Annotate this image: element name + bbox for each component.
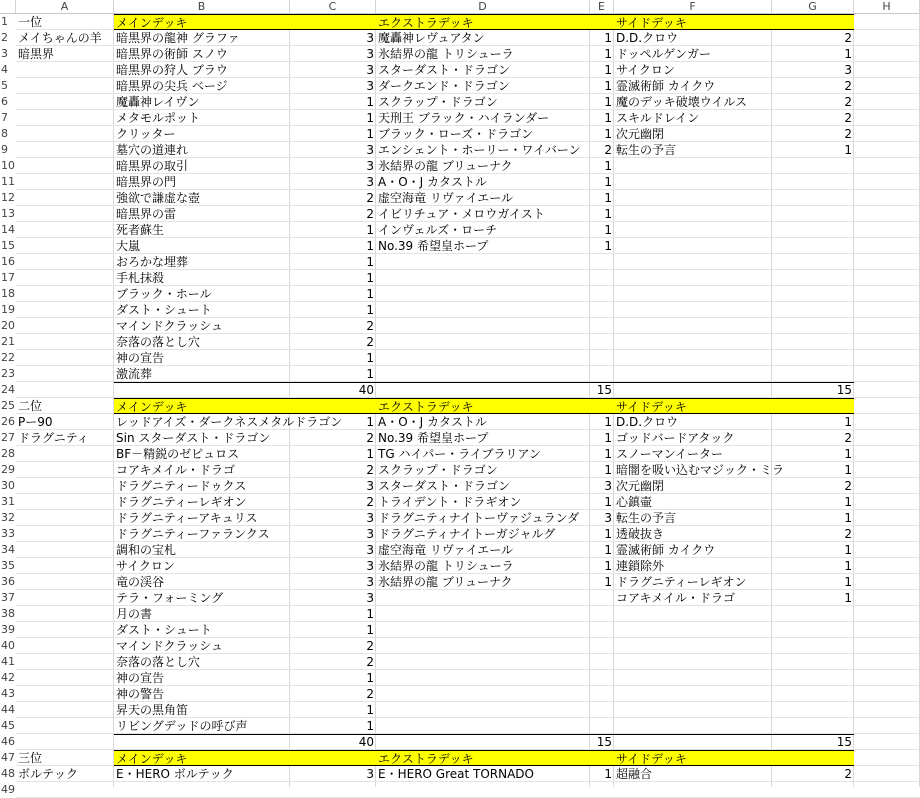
card-name-cell[interactable]: インヴェルズ・ローチ xyxy=(378,223,498,237)
card-count-cell[interactable]: 1 xyxy=(604,447,612,461)
card-count-cell[interactable]: 3 xyxy=(366,31,374,45)
card-name-cell[interactable]: サイクロン xyxy=(116,559,175,573)
card-count-cell[interactable]: 1 xyxy=(366,255,374,269)
column-header-b[interactable]: B xyxy=(114,0,290,14)
rank-label-cell[interactable]: Pー90 xyxy=(18,415,53,429)
card-count-cell[interactable]: 3 xyxy=(366,527,374,541)
card-name-cell[interactable]: ダークエンド・ドラゴン xyxy=(378,79,510,93)
card-count-cell[interactable]: 1 xyxy=(366,303,374,317)
row-header-45[interactable]: 45 xyxy=(1,719,15,732)
card-count-cell[interactable]: 1 xyxy=(604,527,612,541)
card-name-cell[interactable]: スノーマンイーター xyxy=(616,447,724,461)
card-name-cell[interactable]: スターダスト・ドラゴン xyxy=(378,63,511,77)
row-header-41[interactable]: 41 xyxy=(1,655,15,668)
card-name-cell[interactable]: D.D.クロウ xyxy=(616,415,679,429)
card-name-cell[interactable]: BF－精鋭のゼピュロス xyxy=(116,447,240,461)
card-count-cell[interactable]: 3 xyxy=(604,511,612,525)
card-name-cell[interactable]: ドラグニティナイトーガジャルグ xyxy=(378,527,556,541)
card-count-cell[interactable]: 1 xyxy=(366,623,374,637)
row-header-36[interactable]: 36 xyxy=(1,575,15,588)
card-count-cell[interactable]: 3 xyxy=(366,479,374,493)
card-name-cell[interactable]: おろかな埋葬 xyxy=(116,255,189,269)
card-count-cell[interactable]: 1 xyxy=(604,543,612,557)
row-header-15[interactable]: 15 xyxy=(1,239,15,252)
row-header-48[interactable]: 48 xyxy=(1,767,15,780)
row-header-37[interactable]: 37 xyxy=(1,591,15,604)
card-name-cell[interactable]: 暗黒界の雷 xyxy=(116,207,177,221)
card-name-cell[interactable]: 暗闇を吸い込むマジック・ミラ xyxy=(616,463,785,477)
card-count-cell[interactable]: 3 xyxy=(366,591,374,605)
card-name-cell[interactable]: テラ・フォーミング xyxy=(116,591,224,605)
rank-label-cell[interactable]: 三位 xyxy=(18,751,43,765)
card-count-cell[interactable]: 1 xyxy=(604,191,612,205)
card-name-cell[interactable]: スキルドレイン xyxy=(616,111,700,125)
column-header-f[interactable]: F xyxy=(614,0,772,14)
row-header-10[interactable]: 10 xyxy=(1,159,15,172)
row-header-24[interactable]: 24 xyxy=(1,383,15,396)
row-header-20[interactable]: 20 xyxy=(1,319,15,332)
card-name-cell[interactable]: 氷結界の龍 ブリューナク xyxy=(378,575,513,589)
row-header-47[interactable]: 47 xyxy=(1,751,15,764)
card-count-cell[interactable]: 1 xyxy=(366,607,374,621)
row-header-4[interactable]: 4 xyxy=(1,63,8,76)
card-name-cell[interactable]: 氷結界の龍 ブリューナク xyxy=(378,159,513,173)
card-count-cell[interactable]: 3 xyxy=(604,479,612,493)
card-count-cell[interactable]: 1 xyxy=(604,95,612,109)
card-name-cell[interactable]: No.39 希望皇ホープ xyxy=(378,239,489,253)
card-name-cell[interactable]: 虚空海竜 リヴァイエール xyxy=(378,191,513,205)
card-name-cell[interactable]: E・HERO Great TORNADO xyxy=(378,767,534,781)
card-name-cell[interactable]: ダスト・シュート xyxy=(116,303,212,317)
card-name-cell[interactable]: 連鎖除外 xyxy=(616,559,665,573)
card-count-cell[interactable]: 1 xyxy=(604,559,612,573)
row-header-44[interactable]: 44 xyxy=(1,703,15,716)
rank-label-cell[interactable]: 一位 xyxy=(18,15,43,29)
column-header-g[interactable]: G xyxy=(772,0,854,14)
row-header-40[interactable]: 40 xyxy=(1,639,15,652)
card-count-cell[interactable]: 2 xyxy=(844,111,852,125)
card-name-cell[interactable]: D.D.クロウ xyxy=(616,31,679,45)
card-name-cell[interactable]: スクラップ・ドラゴン xyxy=(378,95,498,109)
card-count-cell[interactable]: 2 xyxy=(844,767,852,781)
card-count-cell[interactable]: 1 xyxy=(366,671,374,685)
row-header-7[interactable]: 7 xyxy=(1,111,8,124)
card-count-cell[interactable]: 3 xyxy=(366,79,374,93)
row-header-13[interactable]: 13 xyxy=(1,207,15,220)
deck-section-header[interactable]: サイドデッキ xyxy=(614,14,854,30)
card-name-cell[interactable]: ゴッドバードアタック xyxy=(616,431,735,445)
card-name-cell[interactable]: ドラグニティーファランクス xyxy=(116,527,270,541)
row-header-35[interactable]: 35 xyxy=(1,559,15,572)
card-name-cell[interactable]: ブラック・ホール xyxy=(116,287,212,301)
card-name-cell[interactable]: マインドクラッシュ xyxy=(116,639,224,653)
card-name-cell[interactable]: ドラグニティーレギオン xyxy=(116,495,247,509)
card-name-cell[interactable]: No.39 希望皇ホープ xyxy=(378,431,489,445)
rank-label-cell[interactable]: 二位 xyxy=(18,399,43,413)
column-header-h[interactable]: H xyxy=(854,0,920,14)
row-header-12[interactable]: 12 xyxy=(1,191,15,204)
deck-section-header[interactable]: メインデッキ xyxy=(114,750,376,766)
row-header-28[interactable]: 28 xyxy=(1,447,15,460)
card-count-cell[interactable]: 1 xyxy=(366,271,374,285)
row-header-34[interactable]: 34 xyxy=(1,543,15,556)
deck-section-header[interactable]: エクストラデッキ xyxy=(376,750,614,766)
card-name-cell[interactable]: 神の警告 xyxy=(116,687,165,701)
card-count-cell[interactable]: 2 xyxy=(366,335,374,349)
row-header-33[interactable]: 33 xyxy=(1,527,15,540)
card-name-cell[interactable]: 魔轟神レイヴン xyxy=(116,95,200,109)
card-count-cell[interactable]: 3 xyxy=(366,575,374,589)
card-name-cell[interactable]: コアキメイル・ドラゴ xyxy=(116,463,236,477)
card-name-cell[interactable]: コアキメイル・ドラゴ xyxy=(616,591,736,605)
card-count-cell[interactable]: 1 xyxy=(366,223,374,237)
card-count-cell[interactable]: 2 xyxy=(844,31,852,45)
card-count-cell[interactable]: 3 xyxy=(366,143,374,157)
card-count-cell[interactable]: 1 xyxy=(604,767,612,781)
card-name-cell[interactable]: A・O・J カタストル xyxy=(378,415,488,429)
card-name-cell[interactable]: クリッター xyxy=(116,127,176,141)
card-count-cell[interactable]: 2 xyxy=(844,479,852,493)
rank-label-cell[interactable]: ドラグニティ xyxy=(18,431,89,445)
card-count-cell[interactable]: 2 xyxy=(366,431,374,445)
card-name-cell[interactable]: ドラグニティナイトーヴァジュランダ xyxy=(378,511,580,525)
row-header-39[interactable]: 39 xyxy=(1,623,15,636)
row-header-26[interactable]: 26 xyxy=(1,415,15,428)
card-count-cell[interactable]: 1 xyxy=(844,463,852,477)
card-name-cell[interactable]: 天刑王 ブラック・ハイランダー xyxy=(378,111,550,125)
row-header-46[interactable]: 46 xyxy=(1,735,15,748)
card-count-cell[interactable]: 1 xyxy=(844,559,852,573)
card-name-cell[interactable]: 虚空海竜 リヴァイエール xyxy=(378,543,513,557)
card-count-cell[interactable]: 3 xyxy=(366,767,374,781)
card-count-cell[interactable]: 1 xyxy=(604,223,612,237)
card-count-cell[interactable]: 3 xyxy=(366,511,374,525)
card-name-cell[interactable]: レッドアイズ・ダークネスメタルドラゴン xyxy=(116,415,343,429)
row-header-23[interactable]: 23 xyxy=(1,367,15,380)
row-header-19[interactable]: 19 xyxy=(1,303,15,316)
row-header-22[interactable]: 22 xyxy=(1,351,15,364)
card-count-cell[interactable]: 1 xyxy=(844,415,852,429)
card-count-cell[interactable]: 1 xyxy=(604,127,612,141)
card-name-cell[interactable]: ドッペルゲンガー xyxy=(616,47,712,61)
row-header-42[interactable]: 42 xyxy=(1,671,15,684)
card-name-cell[interactable]: 神の宣告 xyxy=(116,351,165,365)
card-count-cell[interactable]: 1 xyxy=(366,111,374,125)
card-name-cell[interactable]: 墓穴の道連れ xyxy=(116,143,189,157)
card-name-cell[interactable]: 奈落の落とし穴 xyxy=(116,335,201,349)
card-count-cell[interactable]: 1 xyxy=(844,143,852,157)
deck-total-cell[interactable]: 15 xyxy=(836,383,852,397)
card-name-cell[interactable]: イビリチュア・メロウガイスト xyxy=(378,207,545,221)
card-name-cell[interactable]: 暗黒界の尖兵 ベージ xyxy=(116,79,228,93)
deck-total-cell[interactable]: 15 xyxy=(596,735,612,749)
card-count-cell[interactable]: 2 xyxy=(366,639,374,653)
deck-total-cell[interactable]: 40 xyxy=(358,383,374,397)
card-name-cell[interactable]: ブラック・ローズ・ドラゴン xyxy=(378,127,534,141)
card-count-cell[interactable]: 2 xyxy=(844,95,852,109)
row-header-5[interactable]: 5 xyxy=(1,79,8,92)
rank-label-cell[interactable]: ボルテック xyxy=(18,767,79,781)
deck-total-cell[interactable]: 40 xyxy=(358,735,374,749)
card-name-cell[interactable]: 奈落の落とし穴 xyxy=(116,655,201,669)
card-name-cell[interactable]: 暗黒界の狩人 ブラウ xyxy=(116,63,228,77)
card-count-cell[interactable]: 1 xyxy=(844,495,852,509)
row-header-3[interactable]: 3 xyxy=(1,47,8,60)
card-name-cell[interactable]: 強欲で謙虚な壺 xyxy=(116,191,201,205)
card-name-cell[interactable]: 暗黒界の龍神 グラファ xyxy=(116,31,240,45)
card-count-cell[interactable]: 2 xyxy=(366,463,374,477)
row-header-31[interactable]: 31 xyxy=(1,495,15,508)
card-name-cell[interactable]: 暗黒界の術師 スノウ xyxy=(116,47,228,61)
card-count-cell[interactable]: 1 xyxy=(604,239,612,253)
column-header-d[interactable]: D xyxy=(376,0,590,14)
card-count-cell[interactable]: 1 xyxy=(604,495,612,509)
row-header-25[interactable]: 25 xyxy=(1,399,15,412)
row-header-38[interactable]: 38 xyxy=(1,607,15,620)
card-name-cell[interactable]: 月の書 xyxy=(116,607,153,621)
card-count-cell[interactable]: 1 xyxy=(604,415,612,429)
card-count-cell[interactable]: 1 xyxy=(844,511,852,525)
row-header-14[interactable]: 14 xyxy=(1,223,15,236)
card-count-cell[interactable]: 3 xyxy=(366,559,374,573)
card-count-cell[interactable]: 1 xyxy=(366,703,374,717)
row-header-21[interactable]: 21 xyxy=(1,335,15,348)
card-count-cell[interactable]: 1 xyxy=(366,447,374,461)
card-count-cell[interactable]: 1 xyxy=(604,175,612,189)
card-count-cell[interactable]: 1 xyxy=(604,111,612,125)
deck-section-header[interactable]: サイドデッキ xyxy=(614,750,854,766)
deck-section-header[interactable]: メインデッキ xyxy=(114,14,376,30)
row-header-29[interactable]: 29 xyxy=(1,463,15,476)
card-name-cell[interactable]: 大嵐 xyxy=(116,239,141,253)
card-count-cell[interactable]: 1 xyxy=(604,431,612,445)
card-name-cell[interactable]: 氷結界の龍 トリシューラ xyxy=(378,47,514,61)
card-name-cell[interactable]: 暗黒界の取引 xyxy=(116,159,189,173)
card-count-cell[interactable]: 2 xyxy=(844,431,852,445)
card-count-cell[interactable]: 3 xyxy=(366,159,374,173)
card-name-cell[interactable]: ドラグニティーレギオン xyxy=(616,575,747,589)
card-count-cell[interactable]: 2 xyxy=(366,687,374,701)
card-name-cell[interactable]: 次元幽閉 xyxy=(616,127,665,141)
row-header-30[interactable]: 30 xyxy=(1,479,15,492)
card-count-cell[interactable]: 1 xyxy=(366,367,374,381)
card-name-cell[interactable]: 転生の予言 xyxy=(616,143,677,157)
card-count-cell[interactable]: 1 xyxy=(604,47,612,61)
card-name-cell[interactable]: 神の宣告 xyxy=(116,671,165,685)
total-border-line xyxy=(114,734,854,735)
card-count-cell[interactable]: 1 xyxy=(604,63,612,77)
card-name-cell[interactable]: 調和の宝札 xyxy=(116,543,177,557)
card-name-cell[interactable]: ドラグニティードゥクス xyxy=(116,479,247,493)
card-count-cell[interactable]: 1 xyxy=(604,207,612,221)
card-count-cell[interactable]: 2 xyxy=(366,655,374,669)
card-count-cell[interactable]: 1 xyxy=(844,591,852,605)
card-name-cell[interactable]: トライデント・ドラギオン xyxy=(378,495,522,509)
card-name-cell[interactable]: 霊滅術師 カイクウ xyxy=(616,543,716,557)
card-name-cell[interactable]: 超融合 xyxy=(616,767,653,781)
row-header-43[interactable]: 43 xyxy=(1,687,15,700)
card-name-cell[interactable]: A・O・J カタストル xyxy=(378,175,488,189)
card-count-cell[interactable]: 3 xyxy=(366,543,374,557)
card-name-cell[interactable]: スクラップ・ドラゴン xyxy=(378,463,498,477)
deck-section-header[interactable]: サイドデッキ xyxy=(614,398,854,414)
row-header-2[interactable]: 2 xyxy=(1,31,8,44)
card-name-cell[interactable]: E・HERO ボルテック xyxy=(116,767,234,781)
row-header-16[interactable]: 16 xyxy=(1,255,15,268)
card-name-cell[interactable]: 昇天の黒角笛 xyxy=(116,703,189,717)
card-name-cell[interactable]: 透破抜き xyxy=(616,527,665,541)
row-header-27[interactable]: 27 xyxy=(1,431,15,444)
row-header-11[interactable]: 11 xyxy=(1,175,15,188)
card-count-cell[interactable]: 1 xyxy=(366,351,374,365)
card-count-cell[interactable]: 1 xyxy=(366,127,374,141)
card-count-cell[interactable]: 2 xyxy=(844,79,852,93)
card-name-cell[interactable]: 手札抹殺 xyxy=(116,271,165,285)
card-name-cell[interactable]: マインドクラッシュ xyxy=(116,319,224,333)
card-name-cell[interactable]: メタモルポット xyxy=(116,111,201,125)
rank-label-cell[interactable]: 暗黒界 xyxy=(18,47,55,61)
card-name-cell[interactable]: ダスト・シュート xyxy=(116,623,212,637)
card-count-cell[interactable]: 1 xyxy=(844,575,852,589)
card-count-cell[interactable]: 3 xyxy=(366,47,374,61)
row-header-8[interactable]: 8 xyxy=(1,127,8,140)
card-name-cell[interactable]: スターダスト・ドラゴン xyxy=(378,479,511,493)
card-name-cell[interactable]: リビングデッドの呼び声 xyxy=(116,719,248,733)
card-count-cell[interactable]: 3 xyxy=(366,175,374,189)
card-count-cell[interactable]: 2 xyxy=(366,495,374,509)
rank-label-cell[interactable]: メイちゃんの羊 xyxy=(18,31,102,45)
card-name-cell[interactable]: 霊滅術師 カイクウ xyxy=(616,79,716,93)
row-header-1[interactable]: 1 xyxy=(1,15,8,28)
card-name-cell[interactable]: エンシェント・ホーリー・ワイバーン xyxy=(378,143,581,157)
card-count-cell[interactable]: 2 xyxy=(604,143,612,157)
row-header-17[interactable]: 17 xyxy=(1,271,15,284)
card-count-cell[interactable]: 1 xyxy=(366,415,374,429)
card-count-cell[interactable]: 3 xyxy=(844,63,852,77)
card-name-cell[interactable]: Sin スターダスト・ドラゴン xyxy=(116,431,271,445)
total-border-line xyxy=(114,382,854,383)
card-count-cell[interactable]: 1 xyxy=(604,463,612,477)
card-name-cell[interactable]: 竜の渓谷 xyxy=(116,575,165,589)
card-count-cell[interactable]: 1 xyxy=(604,31,612,45)
card-count-cell[interactable]: 1 xyxy=(844,543,852,557)
card-count-cell[interactable]: 2 xyxy=(844,527,852,541)
card-count-cell[interactable]: 2 xyxy=(366,319,374,333)
card-count-cell[interactable]: 2 xyxy=(844,127,852,141)
card-name-cell[interactable]: 暗黒界の門 xyxy=(116,175,177,189)
card-count-cell[interactable]: 1 xyxy=(366,95,374,109)
card-name-cell[interactable]: 魔のデッキ破壊ウイルス xyxy=(616,95,748,109)
card-count-cell[interactable]: 1 xyxy=(366,239,374,253)
column-header-c[interactable]: C xyxy=(290,0,376,14)
card-name-cell[interactable]: 次元幽閉 xyxy=(616,479,665,493)
row-header-6[interactable]: 6 xyxy=(1,95,8,108)
column-header-a[interactable]: A xyxy=(16,0,114,14)
card-count-cell[interactable]: 1 xyxy=(604,79,612,93)
select-all-corner[interactable] xyxy=(0,0,16,14)
card-count-cell[interactable]: 1 xyxy=(604,159,612,173)
card-name-cell[interactable]: 魔轟神レヴュアタン xyxy=(378,31,485,45)
card-name-cell[interactable]: TG ハイパー・ライブラリアン xyxy=(378,447,542,461)
card-name-cell[interactable]: 転生の予言 xyxy=(616,511,677,525)
deck-total-cell[interactable]: 15 xyxy=(596,383,612,397)
card-name-cell[interactable]: ドラグニティーアキュリス xyxy=(116,511,258,525)
card-count-cell[interactable]: 1 xyxy=(366,719,374,733)
card-name-cell[interactable]: 氷結界の龍 トリシューラ xyxy=(378,559,514,573)
card-name-cell[interactable]: サイクロン xyxy=(616,63,675,77)
card-count-cell[interactable]: 1 xyxy=(366,287,374,301)
card-count-cell[interactable]: 1 xyxy=(844,447,852,461)
deck-section-header[interactable]: エクストラデッキ xyxy=(376,14,614,30)
deck-section-header[interactable]: メインデッキ xyxy=(114,398,376,414)
card-name-cell[interactable]: 死者蘇生 xyxy=(116,223,165,237)
card-count-cell[interactable]: 2 xyxy=(366,207,374,221)
column-header-e[interactable]: E xyxy=(590,0,614,14)
row-header-9[interactable]: 9 xyxy=(1,143,8,156)
deck-total-cell[interactable]: 15 xyxy=(836,735,852,749)
card-name-cell[interactable]: 激流葬 xyxy=(116,367,153,381)
row-header-18[interactable]: 18 xyxy=(1,287,15,300)
card-count-cell[interactable]: 3 xyxy=(366,63,374,77)
row-header-32[interactable]: 32 xyxy=(1,511,15,524)
row-header-49[interactable]: 49 xyxy=(1,783,15,796)
card-count-cell[interactable]: 1 xyxy=(604,575,612,589)
deck-section-header[interactable]: エクストラデッキ xyxy=(376,398,614,414)
card-count-cell[interactable]: 2 xyxy=(366,191,374,205)
card-name-cell[interactable]: 心鎮壷 xyxy=(616,495,653,509)
card-count-cell[interactable]: 1 xyxy=(844,47,852,61)
